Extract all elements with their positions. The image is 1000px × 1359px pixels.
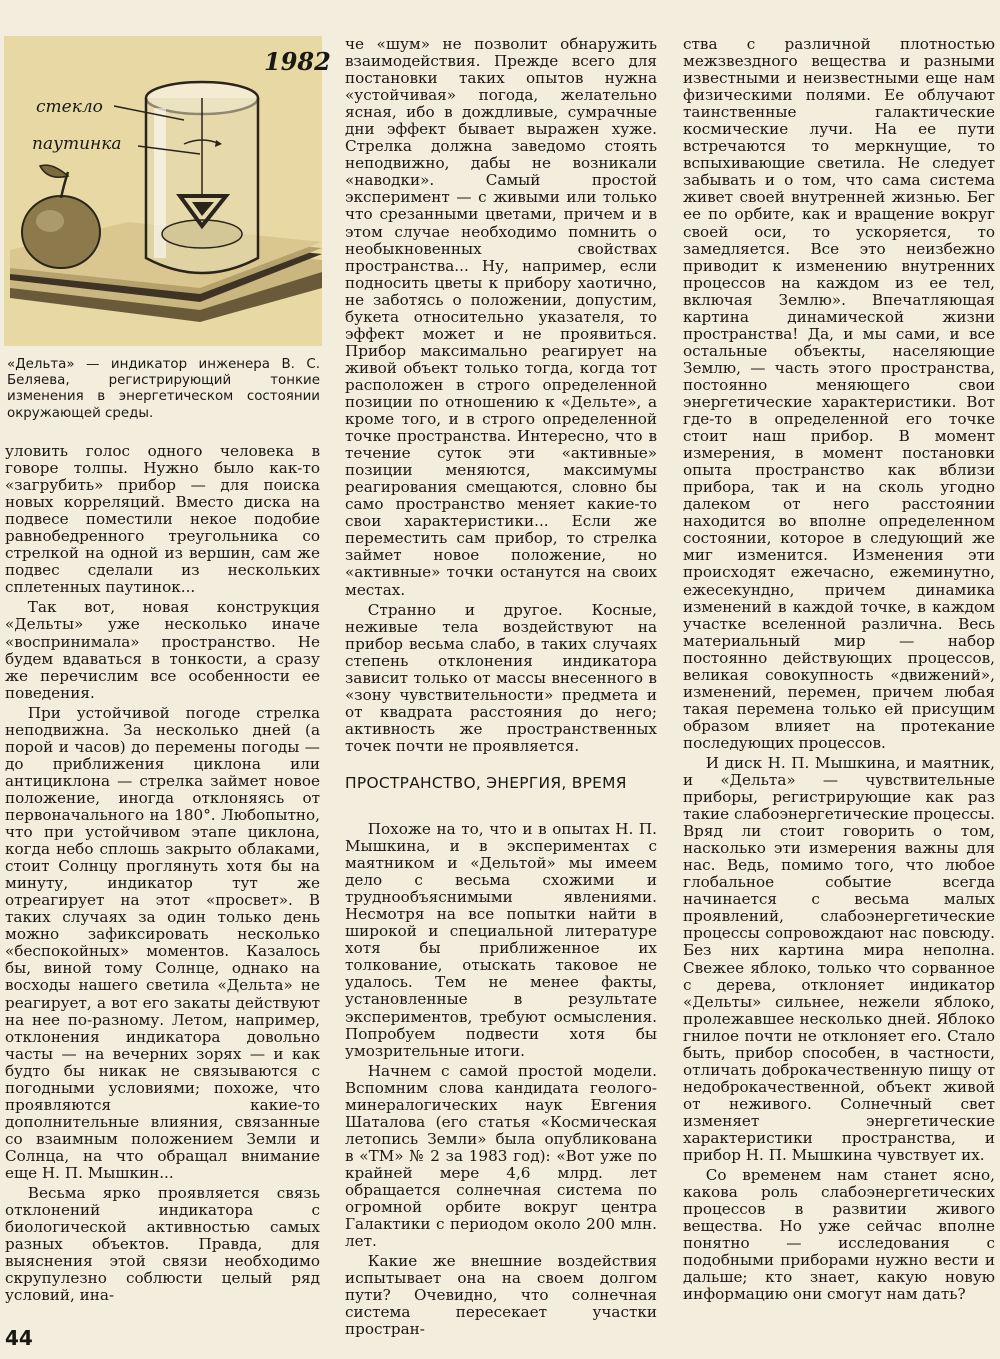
paragraph: че «шум» не позволит обнаружить взаимодействия. Прежде всего для постановки таких опытов нужна «устойчивая» погода, желательно ясная, ибо в дождливые, сумрачные дни эффект бывает выражен хуже. Стрелка должна заведомо стоять неподвижно, дабы не возникали «наводки». Самый простой эксперимент — с живыми или только что срезанными цветами, причем и в этом случае необходимо помнить о необыкновенных свойствах пространства... Ну, например, если подносить цветы к прибору хаотично, не заботясь о положении, допустим, букета относительно указателя, то эффект может и не проявиться. Прибор максимально реагирует на живой объект только тогда, когда тот расположен в строго определенной позиции по отношению к «Дельте», а кроме того, и в строго определенной точке пространства. Интересно, что в течение суток эти «активные» позиции меняются, максимумы реагирования смещаются, словно бы само пространство меняет какие-то свои характеристики... Если же переместить сам прибор, то стрелка займет новое положение, но «активные» точки останутся на своих местах. — [345, 35, 657, 599]
column-2-section — [345, 821, 657, 1338]
paragraph: Со временем нам станет ясно, какова роль слабоэнергетических процессов в развитии живого вещества. Но уже сейчас вполне понятно — исследования с подобными приборами нужно вести и дальше; кто знает, какую новую информацию они смогут нам дать? — [683, 1166, 995, 1304]
column-3 — [683, 36, 995, 1303]
paragraph: ства с различной плотностью межзвездного вещества и разными известными и неизвестными еще нам физическими полями. Ее облучают таинственные галактические космические лучи. На ее пути встречаются то меркнущие, то вспыхивающие светила. Не следует забывать и о том, что сама система живет своей внутренней жизнью. Бег ее по орбите, как и вращение вокруг своей оси, то ускоряется, то замедляется. Все это неизбежно приводит к изменению внутренних процессов на каждом из ее тел, включая Землю». Впечатляющая картина динамической жизни пространства! Да, и мы сами, и все остальные объекты, населяющие Землю, — часть этого пространства, постоянно меняющего свои энергетические характеристики. Вот где-то в определенной его точке стоит наш прибор. В момент измерения, в момент постановки опыта пространство как вблизи прибора, так и на сколь угодно далеком от него расстоянии находится во вполне определенном состоянии, которое в следующий же миг изменится. Изменения эти происходят ежечасно, ежеминутно, ежесекундно, причем динамика изменений в каждой точке, в каждом участке вселенной различна. Весь материальный мир — набор постоянно действующих процессов, великая совокупность «движений», изменений, перемен, причем любая такая перемена только ей присущим образом влияет на протекание последующих процессов. — [683, 35, 995, 752]
column-2 — [345, 36, 657, 755]
paragraph: Весьма ярко проявляется связь отклонений индикатора с биологической активностью самых разных объектов. Правда, для выяснения этой связи необходимо скрупулезно соблюсти целый ряд условий, ина- — [5, 1184, 320, 1305]
figure-caption: «Дельта» — индикатор инженера В. С. Беляева, регистрирующий тонкие изменения в энергетическом состоянии окружающей среды. — [7, 357, 320, 421]
figure-label-glass: стекло — [36, 97, 103, 117]
paragraph: Похоже на то, что и в опытах Н. П. Мышкина, и в экспериментах с маятником и «Дельтой» мы имеем дело с весьма схожими и труднообъяснимыми явлениями. Несмотря на все попытки найти в широкой и специальной литературе хотя бы приближенное их толкование, отыскать таковое не удалось. Тем не менее факты, установленные в результате экспериментов, требуют осмысления. Попробуем подвести хотя бы умозрительные итоги. — [345, 820, 657, 1060]
figure-label-web: паутинка — [32, 134, 122, 154]
paragraph: Какие же внешние воздействия испытывает она на своем долгом пути? Очевидно, что солнечная система пересекает участки простран- — [345, 1252, 657, 1339]
section-heading: ПРОСТРАНСТВО, ЭНЕРГИЯ, ВРЕМЯ — [345, 774, 627, 792]
paragraph: Странно и другое. Косные, неживые тела воздействуют на прибор весьма слабо, в таких случаях степень отклонения индикатора зависит только от массы внесенного в «зону чувствительности» предмета и от квадрата расстояния до него; активность же пространственных точек почти не проявляется. — [345, 600, 657, 755]
paragraph: При устойчивой погоде стрелка неподвижна. За несколько дней (а порой и часов) до перемены погоды — до приближения циклона или антициклона — стрелка займет новое положение, иногда отклоняясь от первоначального на 180°. Любопытно, что при устойчивом этапе циклона, когда небо сплошь закрыто облаками, стоит Солнцу проглянуть хотя бы на минуту, индикатор тут же отреагирует на этот «просвет». В таких случаях за один только день можно зафиксировать несколько «беспокойных» моментов. Казалось бы, виной тому Солнце, однако на восходы нашего светила «Дельта» не реагирует, а вот его закаты действуют на нее по-разному. Летом, например, отклонения индикатора довольно часты — на вечерних зорях — и как будто бы никак не связываются с погодными условиями; похоже, что проявляются какие-то дополнительные влияния, связанные со взаимным положением Земли и Солнца, на что обращал внимание еще Н. П. Мышкин... — [5, 703, 320, 1182]
paragraph: Начнем с самой простой модели. Вспомним слова кандидата геолого-минералогических наук Евгения Шаталова (его статья «Космическая летопись Земли» была опубликована в «ТМ» № 2 за 1983 год): «Вот уже по крайней мере 4,6 млрд. лет обращается солнечная система по огромной орбите вокруг центра Галактики с периодом около 200 млн. лет. — [345, 1061, 657, 1251]
delta-indicator-illustration — [4, 36, 331, 346]
paragraph: И диск Н. П. Мышкина, и маятник, и «Дельта» — чувствительные приборы, регистрирующие как раз такие слабоэнергетические процессы. Вряд ли стоит говорить о том, насколько эти измерения важны для нас. Ведь, помимо того, что любое глобальное событие всегда начинается с весьма малых проявлений, слабоэнергетические процессы сопровождают нас повсюду. Без них картина мира неполна. Свежее яблоко, только что сорванное с дерева, отклоняет индикатор «Дельты» сильнее, нежели яблоко, пролежавшее несколько дней. Яблоко гнилое почти не отклоняет его. Стало быть, прибор способен, в частности, отличать доброкачественную пищу от недоброкачественной, объект живой от неживого. Солнечный свет изменяет энергетические характеристики пространства, и прибор Н. П. Мышкина чувствует их. — [683, 753, 995, 1165]
page-number: 44 — [5, 1326, 33, 1350]
figure-year: 1982 — [264, 47, 331, 76]
paragraph: уловить голос одного человека в говоре толпы. Нужно было как-то «загрубить» прибор — для поиска новых корреляций. Вместо диска на подвесе поместили некое подобие равнобедренного треугольника со стрелкой на одной из вершин, сам же подвес сделали из нескольких сплетенных паутинок... — [5, 442, 320, 597]
column-1 — [5, 443, 320, 1304]
paragraph: Так вот, новая конструкция «Дельты» уже несколько иначе «воспринимала» пространство. Не будем вдаваться в тонкости, а сразу же перечислим все особенности ее поведения. — [5, 598, 320, 702]
